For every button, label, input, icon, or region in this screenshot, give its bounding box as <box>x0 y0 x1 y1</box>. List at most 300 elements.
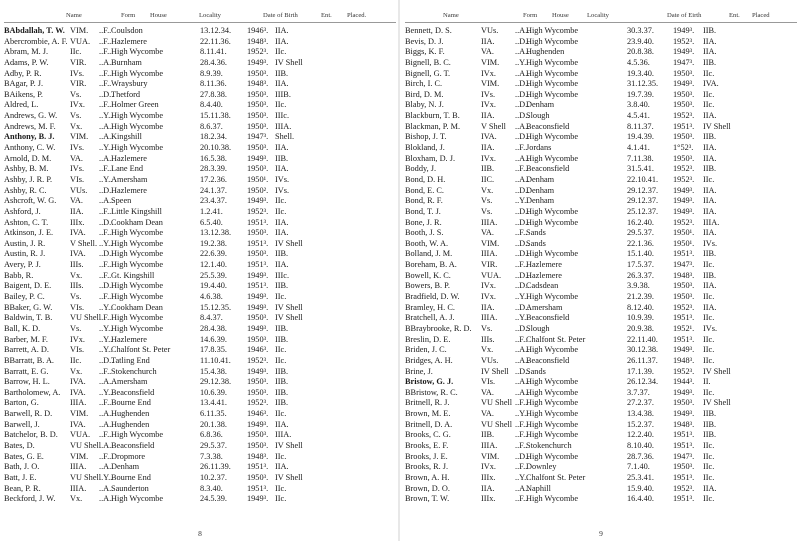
entry-form: VA. <box>481 409 494 419</box>
entry-form: VUA. <box>70 430 91 440</box>
header-name: Name <box>66 12 82 19</box>
entry-form: VIM. <box>70 132 89 142</box>
entry-placed: IIA. <box>703 143 717 153</box>
page-gutter <box>398 0 400 541</box>
entry-name: Ashby, R. C. <box>4 185 47 195</box>
entry-dob: 16.2.40. <box>627 217 654 227</box>
entry-name: Blokland, J. <box>405 143 445 153</box>
entry-form: IVs. <box>70 164 85 174</box>
entry-house: ..F.. <box>99 47 112 57</box>
entry-house: ..A.. <box>515 483 530 493</box>
entry-placed: IIc. <box>275 483 287 493</box>
entry-ent: 1949³. <box>247 153 269 163</box>
list-item <box>405 79 797 90</box>
entry-house: ..D.. <box>515 249 530 259</box>
entry-dob: 26.11.39. <box>200 462 231 472</box>
entry-house: ..Y.. <box>99 238 113 248</box>
entry-ent: 1946³. <box>247 409 269 419</box>
entry-locality: High Wycombe <box>526 249 579 259</box>
entry-locality: Hazlemere <box>111 36 147 46</box>
entry-ent: 1950³. <box>673 153 695 163</box>
entry-house: ..F.. <box>515 494 528 504</box>
entry-house: ..Y.. <box>515 313 529 323</box>
entry-placed: IV Shell <box>275 440 303 450</box>
entry-placed: IIc. <box>703 100 715 110</box>
entry-house: ..Y.. <box>515 196 529 206</box>
entry-dob: 17.1.39. <box>627 366 654 376</box>
entry-placed: IIA. <box>703 228 717 238</box>
entry-ent: 1946³. <box>247 345 269 355</box>
entry-placed: IIB. <box>703 132 717 142</box>
entry-locality: High Wycombe <box>526 206 579 216</box>
entry-form: IIIs. <box>70 260 84 270</box>
entry-dob: 16.5.38. <box>200 153 227 163</box>
entry-dob: 25.5.39. <box>200 270 227 280</box>
entry-dob: 10.9.39. <box>627 313 654 323</box>
entry-form: IIB. <box>481 164 495 174</box>
entry-dob: 30.12.38. <box>627 345 659 355</box>
entry-ent: 1950³. <box>247 387 269 397</box>
entry-locality: Naphill <box>526 483 551 493</box>
entry-ent: 1951³. <box>247 260 269 270</box>
entry-placed: IIB. <box>275 249 289 259</box>
entry-locality: High Wycombe <box>526 409 579 419</box>
entry-form: V Shell. <box>70 238 98 248</box>
entry-ent: 1951³. <box>673 430 695 440</box>
entry-locality: High Wycombe <box>526 398 579 408</box>
entry-house: ..A.. <box>515 345 530 355</box>
entry-locality: Sands <box>526 238 546 248</box>
list-item <box>4 409 396 420</box>
entry-name: Bates, G. E. <box>4 451 44 461</box>
entry-locality: Tatling End <box>111 355 150 365</box>
entry-house: ..F.. <box>99 164 112 174</box>
entry-form: IIIx. <box>481 472 496 482</box>
entry-dob: 7.3.38. <box>200 451 223 461</box>
entry-placed: IIB. <box>275 153 289 163</box>
list-item <box>4 271 396 282</box>
entry-name: Bratchell, A. J. <box>405 313 455 323</box>
entry-locality: Downley <box>526 462 557 472</box>
entry-locality: Stokenchurch <box>526 440 572 450</box>
entry-placed: IIB. <box>275 387 289 397</box>
entry-placed: IIc. <box>703 355 715 365</box>
entry-locality: Burnham <box>111 57 142 67</box>
entry-placed: IIB. <box>703 419 717 429</box>
entry-locality: Stokenchurch <box>111 366 157 376</box>
entry-placed: IIc. <box>703 68 715 78</box>
list-item <box>4 303 396 314</box>
entry-placed: IV Shell <box>703 121 731 131</box>
entry-ent: 1950³. <box>673 281 695 291</box>
entry-placed: IIIc. <box>275 270 290 280</box>
entry-house: ..F.. <box>99 36 112 46</box>
entry-placed: IIA. <box>703 206 717 216</box>
entry-dob: 22.10.41. <box>627 174 659 184</box>
entry-ent: 1950³. <box>247 249 269 259</box>
entry-locality: Amersham <box>111 174 148 184</box>
list-item <box>405 398 797 409</box>
entry-house: ..F.. <box>99 26 112 35</box>
entry-dob: 8.10.40. <box>627 440 654 450</box>
entry-ent: 1949³. <box>247 419 269 429</box>
entry-ent: 1950³. <box>247 377 269 387</box>
list-item <box>4 430 396 441</box>
entry-form: IIIA. <box>70 462 87 472</box>
entry-dob: 8.11.36. <box>200 79 227 89</box>
entry-house: ..D.. <box>515 100 530 110</box>
list-item <box>4 260 396 271</box>
entry-house: ..D.. <box>515 323 530 333</box>
entry-form: VU Shell <box>70 440 102 450</box>
entry-placed: IIc. <box>703 89 715 99</box>
entry-form: V Shell <box>481 121 506 131</box>
entry-dob: 8.3.40. <box>200 483 223 493</box>
entry-house: ..D.. <box>515 281 530 291</box>
entry-house: ..A.. <box>99 153 114 163</box>
entry-placed: IVs. <box>275 174 290 184</box>
entry-locality: High Wycombe <box>526 345 579 355</box>
entry-dob: 19.3.40. <box>627 68 654 78</box>
entry-name: Brooks, R. J. <box>405 462 449 472</box>
entry-form: VIs. <box>70 302 85 312</box>
list-item <box>405 228 797 239</box>
entry-placed: IIA. <box>275 217 289 227</box>
entry-placed: IV Shell <box>275 313 303 323</box>
entry-dob: 3.8.40. <box>627 100 650 110</box>
list-item <box>405 111 797 122</box>
entry-form: VIM. <box>481 79 500 89</box>
entry-form: IIA. <box>481 36 495 46</box>
entry-ent: 1949³. <box>247 323 269 333</box>
list-item <box>405 69 797 80</box>
entry-locality: Holmer Green <box>111 100 159 110</box>
entry-name: Batchelor, B. D. <box>4 430 58 440</box>
entry-locality: Amersham <box>526 302 563 312</box>
entry-dob: 29.5.37. <box>200 440 227 450</box>
entry-placed: IIA. <box>703 47 717 57</box>
entry-form: VA. <box>481 228 494 238</box>
list-item <box>4 313 396 324</box>
entry-ent: 1950³. <box>247 313 269 323</box>
entry-name: Bennett, D. S. <box>405 26 452 35</box>
entry-house: ..F.. <box>515 164 528 174</box>
entry-locality: Chalfont St. Peter <box>526 334 586 344</box>
entry-name: Brown, A. H. <box>405 472 450 482</box>
entry-form: VU Shell <box>481 419 513 429</box>
entry-locality: Denham <box>526 196 555 206</box>
entry-placed: IIc. <box>703 494 715 504</box>
list-item <box>405 37 797 48</box>
entry-ent: 1950³. <box>247 334 269 344</box>
entry-name: Bloxham, D. J. <box>405 153 456 163</box>
list-item <box>4 143 396 154</box>
entry-locality: Bourne End <box>111 472 151 482</box>
entry-form: IIB. <box>481 430 495 440</box>
entry-locality: High Wycombe <box>526 36 579 46</box>
entry-form: Vs. <box>70 323 82 333</box>
entry-ent: 1951³. <box>247 462 269 472</box>
entry-form: IVA. <box>70 419 86 429</box>
entry-house: ..Y.. <box>515 57 529 67</box>
entry-dob: 28.4.38. <box>200 323 227 333</box>
entry-placed: IIB. <box>275 366 289 376</box>
entry-house: ..Y.. <box>99 334 113 344</box>
entry-house: ..F.. <box>99 398 112 408</box>
entry-placed: IIc. <box>275 355 287 365</box>
entry-house: ..Y.. <box>515 409 529 419</box>
entry-name: Anthony, C. W. <box>4 143 56 153</box>
entry-placed: IIc. <box>275 100 287 110</box>
entry-name: Brown, M. E. <box>405 409 451 419</box>
entry-name: Bird, D. M. <box>405 89 444 99</box>
entry-dob: 25.3.41. <box>627 472 654 482</box>
entry-ent: 1950³. <box>673 462 695 472</box>
list-item <box>4 367 396 378</box>
entry-form: IIA. <box>70 206 84 216</box>
entry-ent: 1952³. <box>247 206 269 216</box>
entry-name: Breslin, D. E. <box>405 334 451 344</box>
entry-form: IIIA. <box>481 313 498 323</box>
entry-locality: High Wycombe <box>111 313 164 323</box>
list-item <box>4 462 396 473</box>
entry-name: BBarratt, B. A. <box>4 355 55 365</box>
list-item <box>4 164 396 175</box>
list-item <box>4 111 396 122</box>
entry-form: VU Shell <box>70 472 102 482</box>
entry-dob: 26.12.34. <box>627 377 659 387</box>
entry-locality: High Wycombe <box>526 68 579 78</box>
list-item <box>405 335 797 346</box>
entry-house: ..A.. <box>99 419 114 429</box>
entry-ent: 1949³. <box>673 206 695 216</box>
entry-locality: High Wycombe <box>111 494 164 504</box>
entry-name: Barrett, A. D. <box>4 345 49 355</box>
entry-dob: 23.4.37. <box>200 196 227 206</box>
entry-ent: 1949³. <box>673 26 695 35</box>
entry-dob: 28.3.39. <box>200 164 227 174</box>
entry-name: Barwell, R. D. <box>4 409 53 419</box>
entry-house: ..Y.. <box>99 143 113 153</box>
entry-name: Brine, J. <box>405 366 433 376</box>
entry-placed: IIA. <box>275 26 289 35</box>
entry-form: VIM. <box>70 451 89 461</box>
entry-placed: IIA. <box>703 185 717 195</box>
entry-house: ..Y.. <box>515 292 529 302</box>
entry-form: Vs. <box>481 196 493 206</box>
list-item <box>4 484 396 495</box>
entry-ent: 1947³. <box>247 132 269 142</box>
entry-house: ..A.. <box>99 377 114 387</box>
entry-house: ..Y.. <box>99 472 113 482</box>
entry-name: Boreham, B. A. <box>405 260 457 270</box>
list-item <box>405 143 797 154</box>
entry-ent: 1947³. <box>673 57 695 67</box>
entry-dob: 21.2.39. <box>627 292 654 302</box>
entry-dob: 24.5.39. <box>200 494 227 504</box>
entry-placed: IIc. <box>275 292 287 302</box>
list-item <box>405 367 797 378</box>
entry-form: IIC. <box>481 174 495 184</box>
entry-house: ..D.. <box>99 249 114 259</box>
entry-name: Bath, J. O. <box>4 462 40 472</box>
entry-placed: IIIA. <box>275 430 292 440</box>
list-item <box>4 249 396 260</box>
entry-house: ..A.. <box>515 387 530 397</box>
entry-house: ..A.. <box>99 121 114 131</box>
entry-ent: 1950¹. <box>673 238 695 248</box>
entry-ent: 1948³. <box>673 270 695 280</box>
entry-house: ..A.. <box>99 196 114 206</box>
entry-dob: 15.2.37. <box>627 419 654 429</box>
entry-dob: 17.2.36. <box>200 174 227 184</box>
entry-house: ..F.. <box>99 228 112 238</box>
list-item <box>405 249 797 260</box>
entry-placed: IIB. <box>275 334 289 344</box>
entry-placed: IIc. <box>703 334 715 344</box>
entry-locality: Hazlemere <box>111 153 147 163</box>
entry-locality: High Wycombe <box>111 111 164 121</box>
entry-ent: 1950³. <box>247 228 269 238</box>
entry-dob: 20.9.38. <box>627 323 654 333</box>
entry-ent: 1950³. <box>247 143 269 153</box>
list-item <box>405 196 797 207</box>
entry-form: IVA. <box>70 387 86 397</box>
entry-house: ..A.. <box>515 153 530 163</box>
entry-name: Barratt, E. G. <box>4 366 49 376</box>
entry-ent: 1950³. <box>247 472 269 482</box>
list-item <box>4 37 396 48</box>
entry-dob: 28.4.36. <box>200 57 227 67</box>
header-form: Form <box>121 12 136 19</box>
entry-name: Adams, P. W. <box>4 57 49 67</box>
entry-dob: 26.11.37. <box>627 355 658 365</box>
list-item <box>4 356 396 367</box>
list-item <box>405 420 797 431</box>
entry-placed: IIIc. <box>275 111 290 121</box>
list-item <box>405 409 797 420</box>
entry-locality: High Wycombe <box>111 323 164 333</box>
entry-dob: 3.7.37. <box>627 387 650 397</box>
entry-house: ..Y.. <box>515 472 529 482</box>
entry-name: Bowers, B. P. <box>405 281 450 291</box>
list-item <box>405 281 797 292</box>
entry-locality: High Wycombe <box>111 68 164 78</box>
entry-name: Anthony, B. J. <box>4 132 55 142</box>
entry-dob: 13.12.38. <box>200 228 232 238</box>
entry-ent: 1950². <box>247 185 269 195</box>
list-item <box>405 164 797 175</box>
list-item <box>4 175 396 186</box>
entry-placed: IIA. <box>703 153 717 163</box>
list-item <box>405 271 797 282</box>
entry-name: Bevis, D. J. <box>405 36 444 46</box>
entry-name: Bramley, H. C. <box>405 302 455 312</box>
list-item <box>405 313 797 324</box>
entry-placed: IIc. <box>703 472 715 482</box>
entry-name: BAikens, P. <box>4 89 43 99</box>
entry-locality: Hazlemere <box>111 185 147 195</box>
entry-form: IIA. <box>481 143 495 153</box>
entry-name: Bartholomew, A. <box>4 387 61 397</box>
list-item <box>405 484 797 495</box>
entry-name: Abercrombie, A. F. <box>4 36 68 46</box>
entry-ent: 1946³. <box>247 26 269 35</box>
entry-ent: 1948³. <box>673 355 695 365</box>
entry-placed: IVs. <box>275 185 290 195</box>
entry-name: Booth, J. S. <box>405 228 444 238</box>
entry-dob: 31.5.41. <box>627 164 654 174</box>
list-item <box>405 207 797 218</box>
list-item <box>405 90 797 101</box>
entry-placed: IIA. <box>275 143 289 153</box>
entry-ent: 1949³. <box>247 494 269 504</box>
entry-name: Ashcroft, W. G. <box>4 196 57 206</box>
header-name: Name <box>443 12 459 19</box>
header-rule <box>4 22 396 23</box>
entry-placed: IVs. <box>703 323 718 333</box>
entry-dob: 20.8.38. <box>627 47 654 57</box>
entry-name: Brown, D. O. <box>405 483 450 493</box>
entry-form: IVs. <box>70 143 85 153</box>
entry-dob: 8.12.40. <box>627 302 654 312</box>
entry-dob: 11.10.41. <box>200 355 231 365</box>
entry-placed: IIc. <box>275 409 287 419</box>
entry-form: Vx. <box>481 345 494 355</box>
entry-dob: 3.9.38. <box>627 281 650 291</box>
list-item <box>4 100 396 111</box>
entry-house: ..A.. <box>515 355 530 365</box>
entry-dob: 15.4.38. <box>200 366 227 376</box>
entry-house: ..D.. <box>515 36 530 46</box>
entry-house: ..D.. <box>99 89 114 99</box>
entry-locality: Denham <box>111 462 140 472</box>
entry-placed: IIB. <box>275 377 289 387</box>
entry-ent: 1950³. <box>247 111 269 121</box>
entry-form: Vs. <box>70 89 82 99</box>
entry-dob: 8.4.40. <box>200 100 223 110</box>
entry-locality: Gt. Kingshill <box>111 270 155 280</box>
entry-form: Vx. <box>70 366 83 376</box>
entry-dob: 7.1.40. <box>627 462 650 472</box>
entry-form: VIs. <box>70 345 85 355</box>
entry-locality: High Wycombe <box>526 377 579 387</box>
entry-name: Barber, M. F. <box>4 334 48 344</box>
entry-form: Vx. <box>70 121 83 131</box>
entry-name: Bishop, J. T. <box>405 132 447 142</box>
entry-ent: 1950³. <box>247 121 269 131</box>
entry-name: Brooks, C. G. <box>405 430 451 440</box>
entry-placed: IV Shell <box>275 57 303 67</box>
entry-house: ..F.. <box>515 430 528 440</box>
entry-ent: 1950³. <box>673 89 695 99</box>
entry-locality: Slough <box>526 323 550 333</box>
entry-dob: 19.4.40. <box>200 281 227 291</box>
entry-dob: 14.6.39. <box>200 334 227 344</box>
entry-form: IIA. <box>481 111 495 121</box>
entry-house: ..F.. <box>99 430 112 440</box>
entry-name: Britnell, R. J. <box>405 398 450 408</box>
entry-house: ..D.. <box>515 302 530 312</box>
entry-ent: 1950³. <box>247 100 269 110</box>
entry-form: VIR. <box>481 260 498 270</box>
entry-ent: 1950³. <box>673 68 695 78</box>
entry-house: ..F.. <box>99 79 112 89</box>
entry-dob: 24.1.37. <box>200 185 227 195</box>
list-item <box>4 345 396 356</box>
entry-name: BBraybrooke, R. D. <box>405 323 472 333</box>
entry-house: ..Y.. <box>99 345 113 355</box>
